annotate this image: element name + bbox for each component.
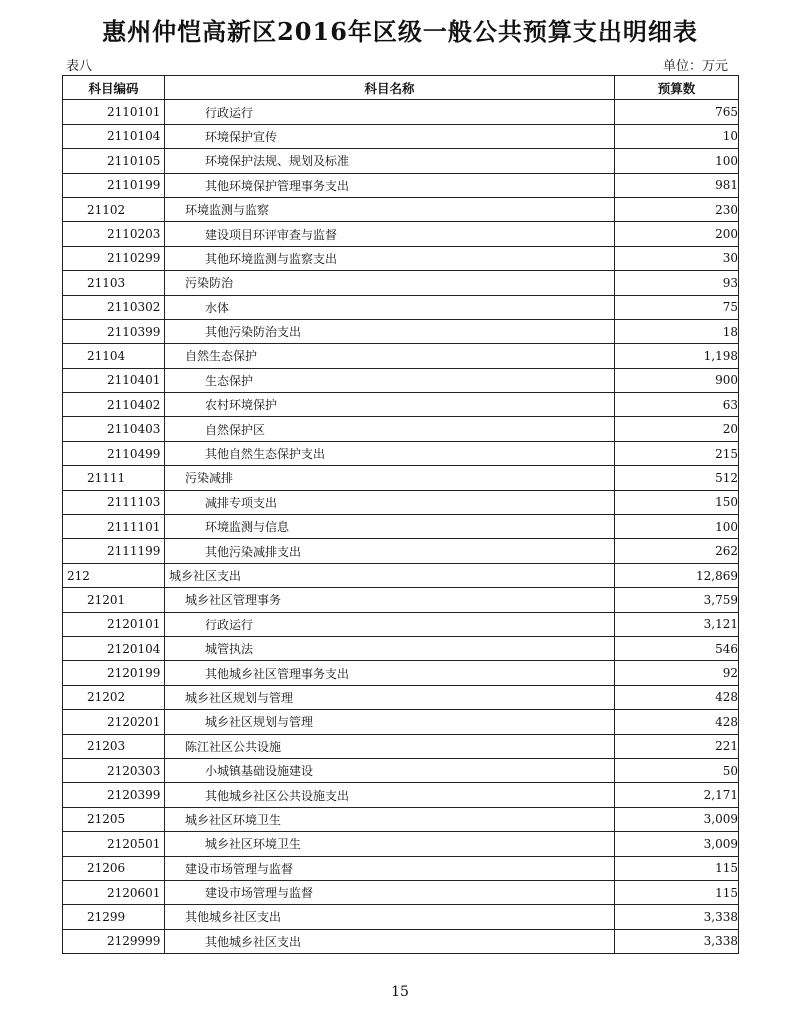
table-row [63, 588, 739, 612]
row-name: 行政运行 [165, 612, 615, 636]
table-row [63, 636, 739, 660]
row-code: 21203 [63, 734, 165, 758]
table-row [63, 661, 739, 685]
row-code: 2120199 [63, 661, 165, 685]
unit-label: 单位：万元 [662, 59, 728, 74]
column-header-amount: 预算数 [615, 76, 739, 100]
row-amount: 3,338 [615, 929, 739, 953]
row-code: 2110402 [63, 393, 165, 417]
row-name: 陈江社区公共设施 [165, 734, 615, 758]
row-amount: 230 [615, 197, 739, 221]
row-code: 2120101 [63, 612, 165, 636]
row-amount: 3,759 [615, 588, 739, 612]
row-amount: 3,121 [615, 612, 739, 636]
row-name: 其他自然生态保护支出 [165, 441, 615, 465]
row-amount: 30 [615, 246, 739, 270]
row-code: 2120501 [63, 832, 165, 856]
row-amount: 3,338 [615, 905, 739, 929]
row-name: 其他城乡社区支出 [165, 929, 615, 953]
row-amount: 765 [615, 100, 739, 124]
row-name: 行政运行 [165, 100, 615, 124]
row-code: 21202 [63, 685, 165, 709]
row-amount: 100 [615, 149, 739, 173]
row-name: 城乡社区管理事务 [165, 588, 615, 612]
table-row [63, 319, 739, 343]
row-code: 2111199 [63, 539, 165, 563]
table-row [63, 563, 739, 587]
row-amount: 900 [615, 368, 739, 392]
row-name: 自然生态保护 [165, 344, 615, 368]
row-amount: 215 [615, 441, 739, 465]
row-name: 其他城乡社区管理事务支出 [165, 661, 615, 685]
table-row [63, 856, 739, 880]
budget-table [62, 75, 739, 954]
row-amount: 93 [615, 271, 739, 295]
table-row [63, 246, 739, 270]
row-name: 环境监测与监察 [165, 197, 615, 221]
row-name: 环境监测与信息 [165, 515, 615, 539]
row-name: 减排专项支出 [165, 490, 615, 514]
row-amount: 10 [615, 124, 739, 148]
table-row [63, 149, 739, 173]
row-code: 2120399 [63, 783, 165, 807]
row-code: 2110499 [63, 441, 165, 465]
row-code: 2110199 [63, 173, 165, 197]
row-code: 21206 [63, 856, 165, 880]
row-name: 建设项目环评审查与监督 [165, 222, 615, 246]
row-name: 污染减排 [165, 466, 615, 490]
row-code: 2110105 [63, 149, 165, 173]
page-number: 15 [391, 984, 409, 1000]
row-amount: 262 [615, 539, 739, 563]
row-amount: 115 [615, 880, 739, 904]
row-amount: 3,009 [615, 807, 739, 831]
table-row [63, 466, 739, 490]
row-name: 城乡社区环境卫生 [165, 832, 615, 856]
row-code: 2120601 [63, 880, 165, 904]
row-code: 2120104 [63, 636, 165, 660]
table-number: 表八 [66, 59, 93, 74]
table-row [63, 222, 739, 246]
row-amount: 428 [615, 710, 739, 734]
row-code: 21103 [63, 271, 165, 295]
row-name: 建设市场管理与监督 [165, 856, 615, 880]
row-amount: 100 [615, 515, 739, 539]
table-row [63, 807, 739, 831]
row-code: 2129999 [63, 929, 165, 953]
table-body [63, 100, 739, 954]
row-name: 生态保护 [165, 368, 615, 392]
row-code: 2110299 [63, 246, 165, 270]
table-row [63, 271, 739, 295]
table-row [63, 685, 739, 709]
row-name: 自然保护区 [165, 417, 615, 441]
row-code: 2110403 [63, 417, 165, 441]
table-row [63, 100, 739, 124]
row-amount: 2,171 [615, 783, 739, 807]
table-row [63, 490, 739, 514]
row-name: 城乡社区规划与管理 [165, 710, 615, 734]
row-code: 21299 [63, 905, 165, 929]
table-row [63, 539, 739, 563]
row-amount: 200 [615, 222, 739, 246]
row-amount: 12,869 [615, 563, 739, 587]
row-code: 21102 [63, 197, 165, 221]
row-code: 2110101 [63, 100, 165, 124]
table-row [63, 124, 739, 148]
row-amount: 3,009 [615, 832, 739, 856]
row-code: 2110104 [63, 124, 165, 148]
row-amount: 221 [615, 734, 739, 758]
row-name: 小城镇基础设施建设 [165, 758, 615, 782]
row-amount: 63 [615, 393, 739, 417]
row-code: 2110399 [63, 319, 165, 343]
row-amount: 546 [615, 636, 739, 660]
row-code: 21111 [63, 466, 165, 490]
table-row [63, 905, 739, 929]
row-amount: 150 [615, 490, 739, 514]
row-name: 城管执法 [165, 636, 615, 660]
row-name: 农村环境保护 [165, 393, 615, 417]
table-row [63, 368, 739, 392]
table-row [63, 417, 739, 441]
column-header-code: 科目编码 [63, 76, 165, 100]
row-amount: 428 [615, 685, 739, 709]
row-name: 环境保护宣传 [165, 124, 615, 148]
row-name: 其他城乡社区公共设施支出 [165, 783, 615, 807]
row-name: 城乡社区环境卫生 [165, 807, 615, 831]
table-row [63, 832, 739, 856]
row-name: 建设市场管理与监督 [165, 880, 615, 904]
row-code: 21205 [63, 807, 165, 831]
row-code: 2120201 [63, 710, 165, 734]
row-amount: 92 [615, 661, 739, 685]
row-name: 水体 [165, 295, 615, 319]
row-amount: 50 [615, 758, 739, 782]
table-row [63, 173, 739, 197]
row-code: 2111101 [63, 515, 165, 539]
row-code: 2111103 [63, 490, 165, 514]
table-row [63, 783, 739, 807]
row-code: 2110401 [63, 368, 165, 392]
table-row [63, 295, 739, 319]
table-row [63, 710, 739, 734]
row-code: 21201 [63, 588, 165, 612]
row-name: 污染防治 [165, 271, 615, 295]
row-name: 城乡社区规划与管理 [165, 685, 615, 709]
row-code: 2110203 [63, 222, 165, 246]
table-row [63, 880, 739, 904]
row-amount: 20 [615, 417, 739, 441]
page-title: 惠州仲恺高新区2016年区级一般公共预算支出明细表 [102, 17, 698, 46]
table-header-row [63, 76, 739, 100]
row-amount: 115 [615, 856, 739, 880]
table-row [63, 612, 739, 636]
row-code: 2110302 [63, 295, 165, 319]
row-code: 2120303 [63, 758, 165, 782]
table-row [63, 515, 739, 539]
table-row [63, 344, 739, 368]
row-amount: 18 [615, 319, 739, 343]
row-name: 其他污染减排支出 [165, 539, 615, 563]
table-row [63, 734, 739, 758]
table-row [63, 393, 739, 417]
row-code: 21104 [63, 344, 165, 368]
row-name: 城乡社区支出 [165, 563, 615, 587]
row-name: 其他城乡社区支出 [165, 905, 615, 929]
row-amount: 1,198 [615, 344, 739, 368]
row-name: 其他环境保护管理事务支出 [165, 173, 615, 197]
row-name: 其他污染防治支出 [165, 319, 615, 343]
table-row [63, 197, 739, 221]
row-name: 其他环境监测与监察支出 [165, 246, 615, 270]
table-row [63, 441, 739, 465]
column-header-name: 科目名称 [165, 76, 615, 100]
table-row [63, 758, 739, 782]
row-amount: 981 [615, 173, 739, 197]
table-row [63, 929, 739, 953]
row-amount: 75 [615, 295, 739, 319]
row-name: 环境保护法规、规划及标准 [165, 149, 615, 173]
row-amount: 512 [615, 466, 739, 490]
row-code: 212 [63, 563, 165, 587]
